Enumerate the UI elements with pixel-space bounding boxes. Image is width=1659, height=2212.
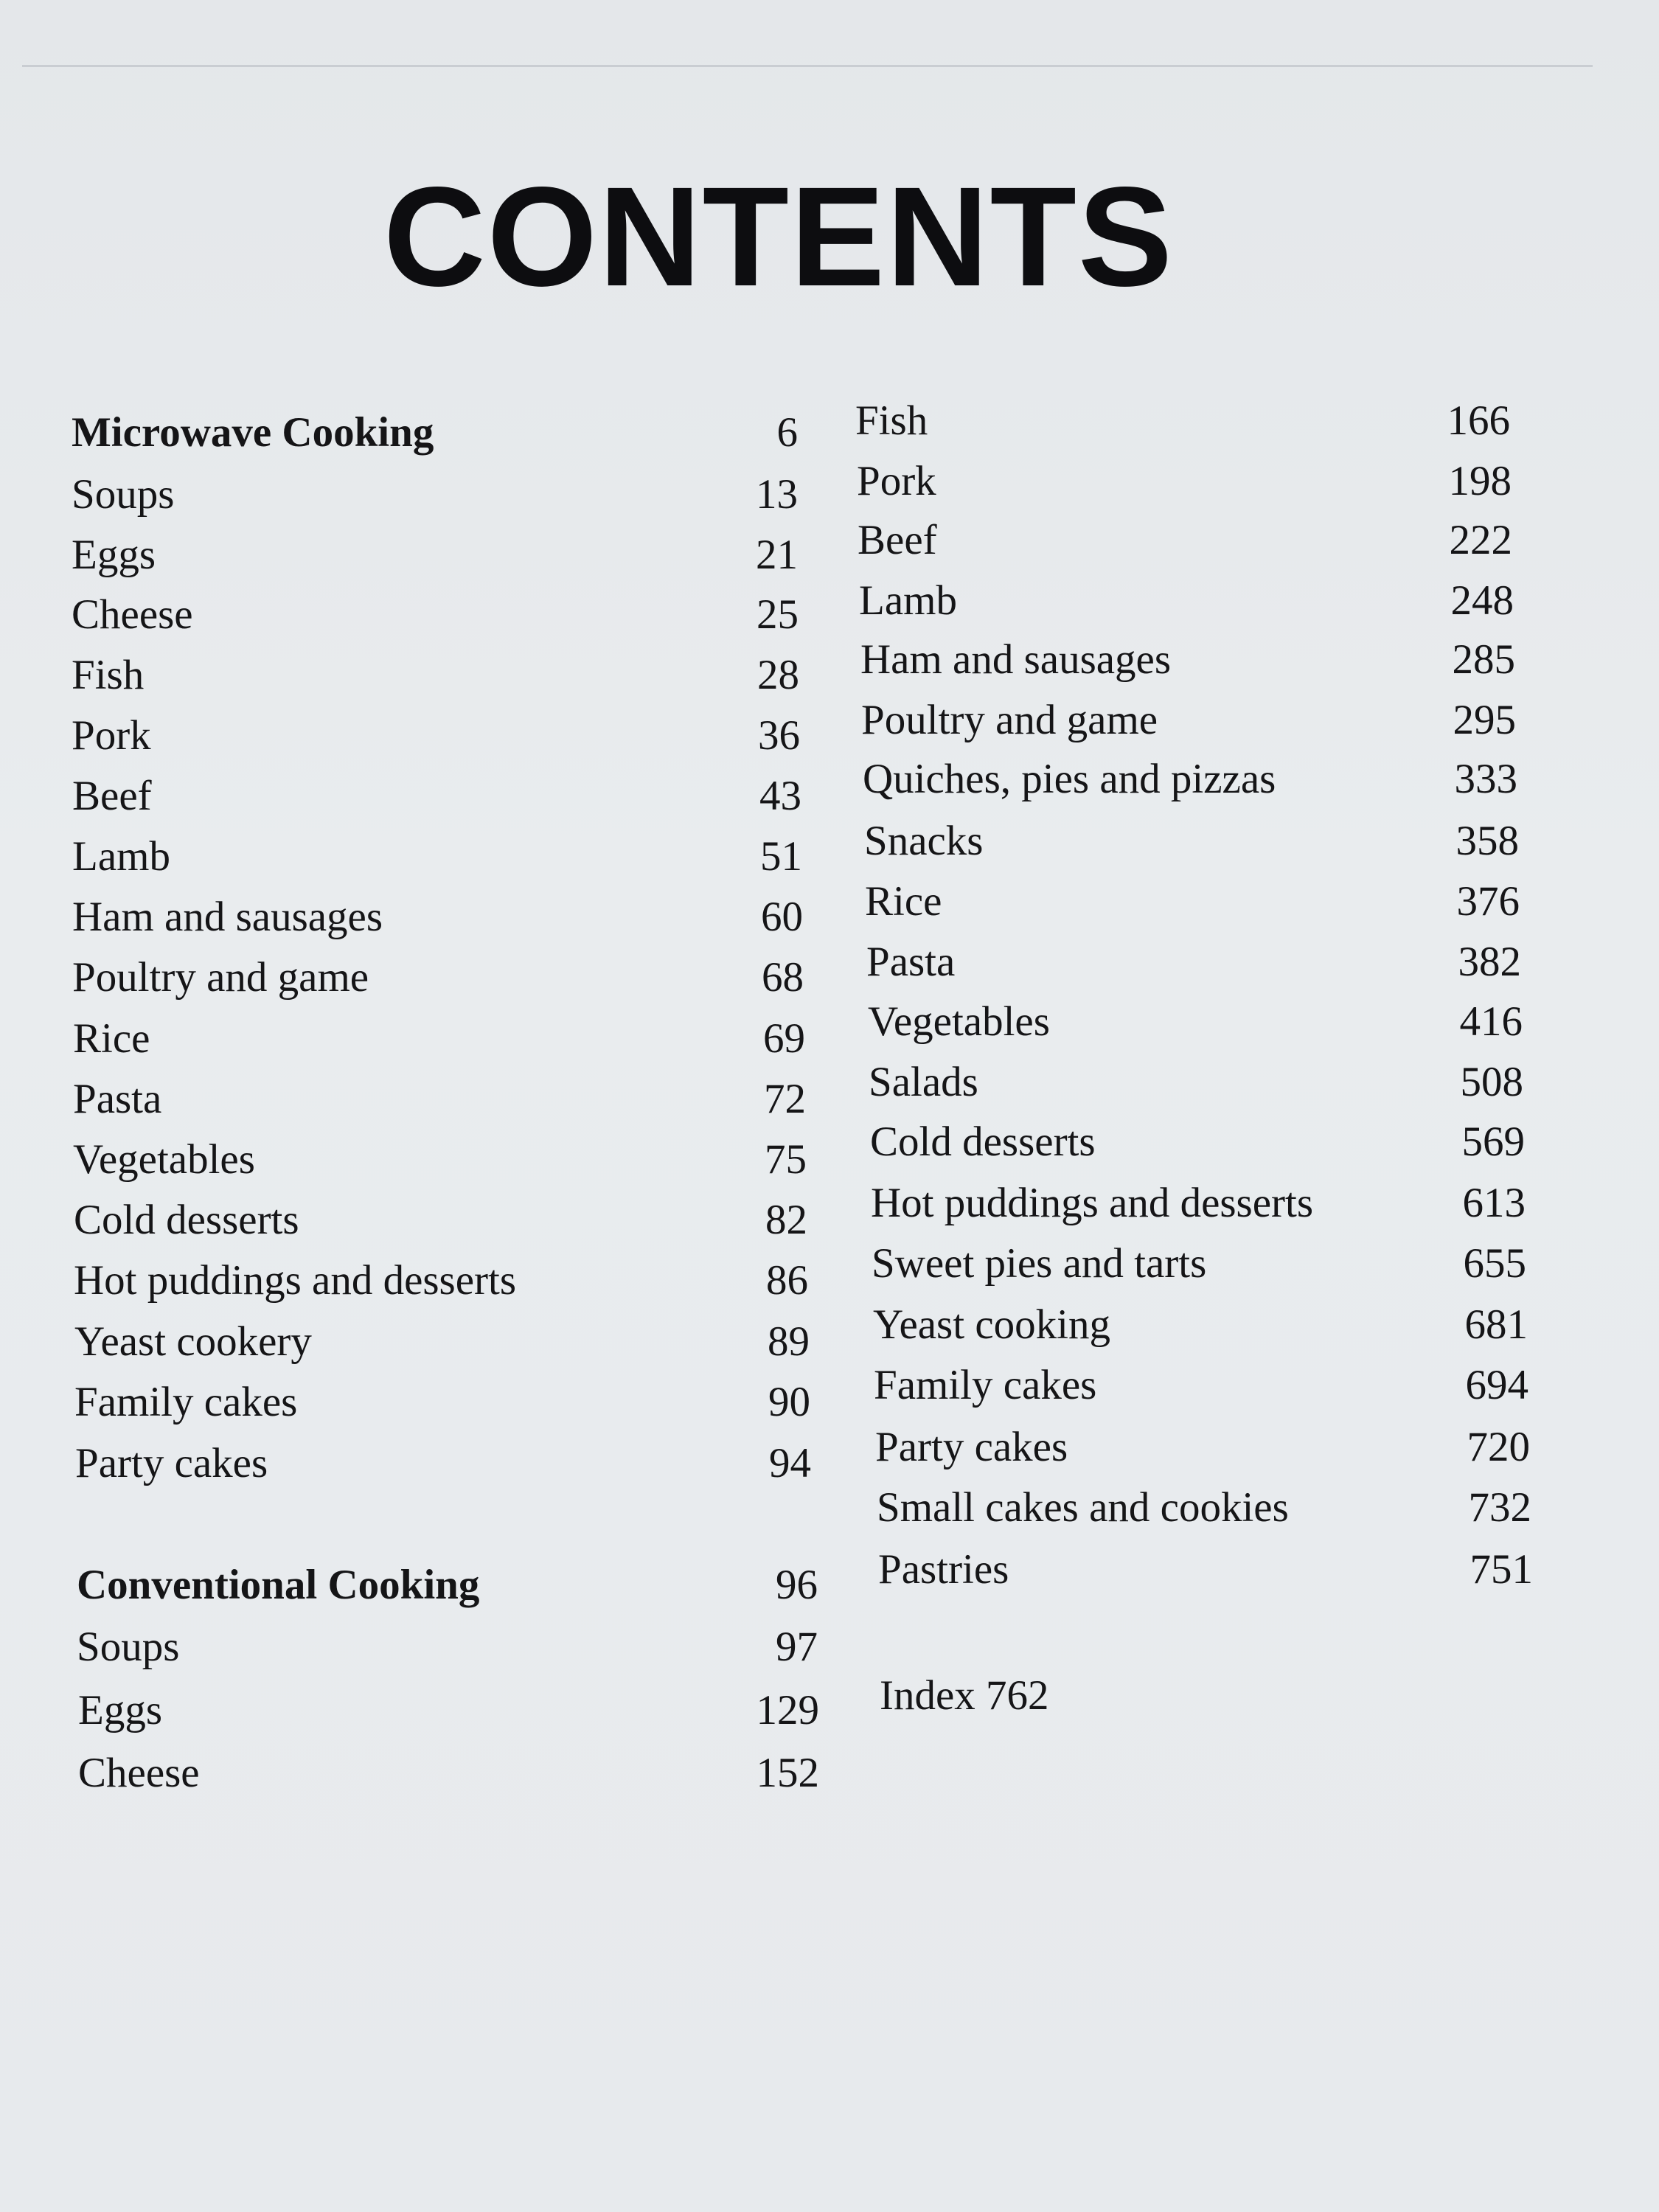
toc-entry-page: 694 [1465,1362,1528,1408]
toc-entry-label: Soups [72,471,175,518]
toc-entry-label: Conventional Cooking [77,1562,480,1608]
toc-entry-label: Fish [72,652,145,698]
index-entry: Index 762 [880,1672,1049,1719]
toc-entry-label: Poultry and game [861,697,1158,743]
toc-entry-page: 382 [1458,939,1521,985]
toc-entry-label: Ham and sausages [860,636,1172,683]
toc-entry-label: Lamb [72,833,170,880]
toc-entry-label: Party cakes [875,1424,1068,1470]
toc-entry-page: 75 [765,1136,807,1183]
toc-entry-label: Snacks [864,818,984,864]
toc-entry-page: 86 [766,1257,808,1304]
toc-entry-label: Pork [72,712,151,759]
toc-entry-label: Pastries [878,1546,1009,1593]
toc-entry-page: 333 [1454,756,1517,802]
toc-entry-label: Party cakes [75,1440,268,1486]
toc-entry-label: Sweet pies and tarts [872,1240,1207,1287]
toc-entry-page: 90 [768,1379,810,1425]
toc-entry-label: Small cakes and cookies [877,1484,1289,1531]
toc-entry-label: Pasta [866,939,956,985]
toc-entry-label: Fish [855,397,928,444]
toc-entry-page: 97 [776,1624,818,1670]
toc-entry-page: 508 [1460,1059,1523,1105]
toc-entry-label: Cold desserts [74,1197,299,1243]
toc-entry-label: Cheese [72,591,193,638]
toc-entry-label: Vegetables [868,998,1050,1045]
toc-entry-page: 681 [1464,1301,1528,1348]
toc-entry-page: 198 [1448,458,1512,504]
toc-entry-page: 248 [1450,577,1514,624]
toc-entry-page: 152 [756,1750,819,1796]
toc-entry-page: 569 [1461,1119,1525,1165]
toc-entry-page: 13 [756,471,798,518]
toc-entry-page: 60 [761,894,803,940]
toc-entry-page: 285 [1452,636,1515,683]
toc-entry-label: Rice [73,1015,150,1062]
page-title: CONTENTS [383,157,1174,316]
toc-entry-label: Cold desserts [870,1119,1096,1165]
toc-entry-page: 222 [1449,517,1512,563]
toc-entry-label: Eggs [72,532,156,578]
toc-entry-label: Family cakes [874,1362,1097,1408]
top-rule [22,65,1593,67]
toc-entry-page: 732 [1468,1484,1531,1531]
toc-entry-page: 96 [776,1562,818,1608]
toc-entry-page: 416 [1459,998,1523,1045]
toc-entry-page: 129 [756,1687,819,1733]
toc-entry-page: 36 [758,712,800,759]
toc-entry-page: 68 [762,954,804,1001]
toc-entry-page: 166 [1447,397,1510,444]
toc-entry-label: Quiches, pies and pizzas [863,756,1276,802]
toc-entry-page: 751 [1470,1546,1533,1593]
toc-entry-label: Poultry and game [72,954,369,1001]
toc-entry-label: Ham and sausages [72,894,383,940]
toc-entry-page: 655 [1463,1240,1526,1287]
toc-entry-label: Hot puddings and desserts [74,1257,517,1304]
toc-entry-label: Beef [858,517,937,563]
toc-entry-page: 6 [776,409,798,456]
toc-entry-label: Vegetables [73,1136,255,1183]
toc-entry-page: 51 [760,833,802,880]
toc-entry-page: 72 [764,1076,806,1122]
toc-entry-label: Pasta [73,1076,162,1122]
toc-entry-page: 720 [1467,1424,1530,1470]
toc-entry-page: 358 [1455,818,1519,864]
toc-entry-page: 94 [769,1440,811,1486]
toc-entry-label: Family cakes [74,1379,298,1425]
toc-entry-label: Lamb [859,577,957,624]
toc-entry-page: 613 [1462,1180,1526,1226]
toc-entry-page: 82 [765,1197,807,1243]
toc-entry-label: Yeast cooking [873,1301,1110,1348]
toc-entry-page: 376 [1456,878,1520,925]
toc-entry-page: 295 [1453,697,1516,743]
toc-entry-label: Salads [869,1059,978,1105]
toc-entry-label: Eggs [78,1687,162,1733]
toc-entry-label: Beef [72,773,152,819]
toc-entry-label: Hot puddings and desserts [871,1180,1314,1226]
toc-entry-label: Yeast cookery [74,1318,312,1365]
toc-entry-page: 28 [757,652,799,698]
toc-entry-label: Rice [865,878,942,925]
toc-entry-page: 43 [759,773,801,819]
toc-entry-page: 25 [757,591,799,638]
toc-entry-label: Soups [77,1624,180,1670]
toc-entry-page: 21 [756,532,798,578]
toc-entry-label: Microwave Cooking [72,409,434,456]
toc-entry-label: Pork [857,458,936,504]
toc-entry-label: Cheese [78,1750,200,1796]
toc-entry-page: 69 [763,1015,805,1062]
toc-entry-page: 89 [768,1318,810,1365]
